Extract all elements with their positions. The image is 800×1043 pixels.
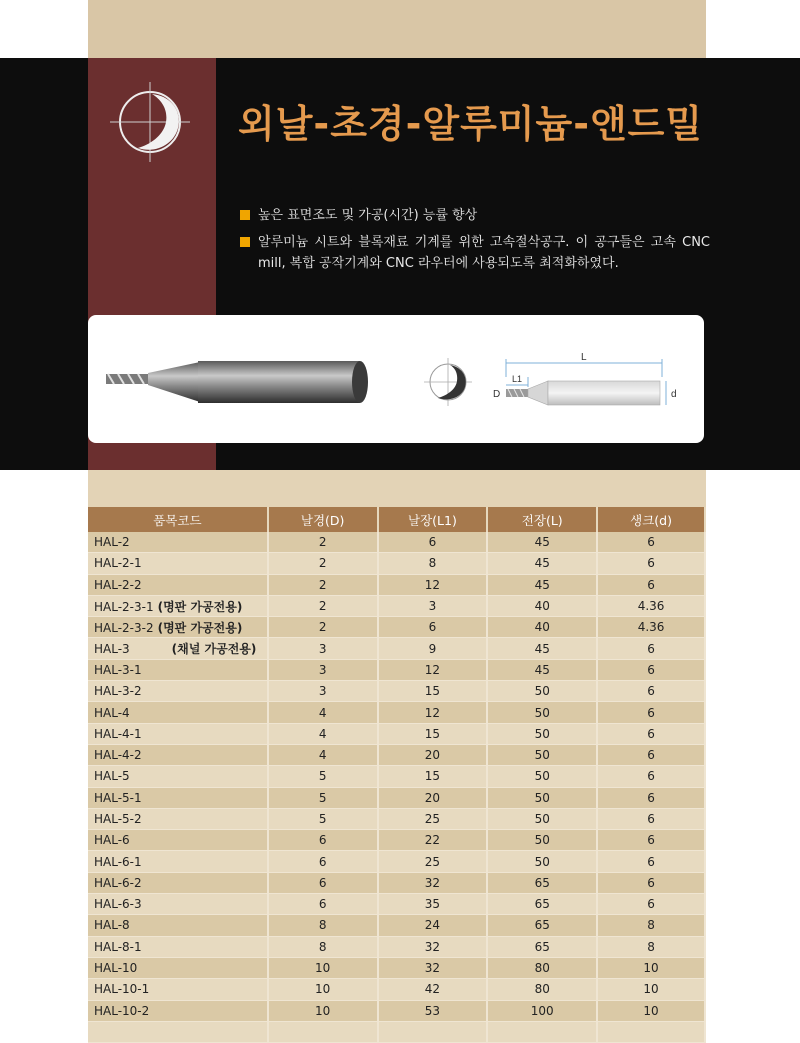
cell-code	[88, 638, 268, 659]
cell-overall-length: 50	[487, 766, 597, 787]
cell-code	[88, 617, 268, 638]
cell-flute-length: 25	[378, 851, 488, 872]
cell-shank: 8	[597, 936, 705, 957]
item-code: HAL-8	[94, 918, 130, 933]
cell-flute-length: 3	[378, 595, 488, 616]
table-row	[88, 659, 705, 680]
table-row	[88, 595, 705, 616]
item-code: HAL-4-2	[94, 748, 142, 763]
cell-shank: 6	[597, 744, 705, 765]
end-mill-profile-icon	[110, 82, 190, 162]
cell-shank: 6	[597, 532, 705, 553]
cell-code	[88, 787, 268, 808]
header-diameter: 날경(D)	[268, 507, 378, 532]
item-code: HAL-4	[94, 705, 130, 720]
table-row	[88, 915, 705, 936]
item-code: HAL-3	[94, 642, 130, 657]
item-code: HAL-2-3-1	[94, 599, 154, 614]
cell-shank: 6	[597, 659, 705, 680]
bullet-square-icon	[240, 237, 250, 247]
item-code: HAL-3-1	[94, 662, 142, 677]
table-row	[88, 1021, 705, 1042]
item-code: HAL-6-1	[94, 854, 142, 869]
cell-diameter: 10	[268, 957, 378, 978]
cell-code	[88, 659, 268, 680]
cell-diameter: 8	[268, 915, 378, 936]
cell-overall-length: 50	[487, 681, 597, 702]
item-note: (채널 가공전용)	[171, 642, 257, 657]
cell-shank: 6	[597, 638, 705, 659]
cell-flute-length: 6	[378, 532, 488, 553]
feature-text: 높은 표면조도 및 가공(시간) 능률 향상	[258, 208, 478, 223]
cell-code	[88, 936, 268, 957]
header-shank: 생크(d)	[597, 507, 705, 532]
item-code: HAL-10	[94, 961, 138, 976]
cell-overall-length: 50	[487, 830, 597, 851]
cell-diameter: 2	[268, 574, 378, 595]
cell-overall-length: 80	[487, 957, 597, 978]
item-code: HAL-5-2	[94, 812, 142, 826]
cell-code	[88, 595, 268, 616]
table-row	[88, 851, 705, 872]
cell-shank: 8	[597, 915, 705, 936]
table-row	[88, 574, 705, 595]
cell-overall-length: 45	[487, 553, 597, 574]
cell-flute-length: 25	[378, 808, 488, 829]
cell-overall-length: 65	[487, 872, 597, 893]
cell-overall-length: 50	[487, 702, 597, 723]
cell-code	[88, 681, 268, 702]
cell-flute-length: 32	[378, 872, 488, 893]
cell-shank: 6	[597, 723, 705, 744]
cell-code	[88, 1000, 268, 1021]
cell-diameter	[268, 1021, 378, 1042]
cell-shank: 10	[597, 979, 705, 1000]
table-row	[88, 1000, 705, 1021]
cell-overall-length	[487, 1021, 597, 1042]
spec-table	[88, 507, 706, 1043]
cell-overall-length: 45	[487, 574, 597, 595]
cell-code	[88, 957, 268, 978]
cell-diameter: 6	[268, 851, 378, 872]
cell-diameter: 2	[268, 553, 378, 574]
cell-flute-length: 20	[378, 744, 488, 765]
cell-code	[88, 872, 268, 893]
item-code: HAL-6-3	[94, 897, 142, 912]
cell-diameter: 2	[268, 532, 378, 553]
item-code: HAL-2-1	[94, 556, 142, 571]
table-row	[88, 830, 705, 851]
cell-code	[88, 766, 268, 787]
cell-shank: 6	[597, 808, 705, 829]
feature-text: 알루미늄 시트와 블록재료 기계를 위한 고속절삭공구. 이 공구들은 고속 CNC mill, 복합 공작기계와 CNC 라우터에 사용되도록 최적화하였다.	[258, 235, 710, 271]
product-image-panel	[88, 315, 704, 443]
cell-code	[88, 553, 268, 574]
cell-shank: 6	[597, 851, 705, 872]
cell-flute-length: 15	[378, 681, 488, 702]
cell-code	[88, 915, 268, 936]
table-row	[88, 872, 705, 893]
table-header-row	[88, 507, 705, 532]
cell-overall-length: 50	[487, 723, 597, 744]
cell-overall-length: 80	[487, 979, 597, 1000]
cell-overall-length: 50	[487, 808, 597, 829]
feature-item	[240, 205, 710, 226]
cell-flute-length: 22	[378, 830, 488, 851]
cell-flute-length: 24	[378, 915, 488, 936]
cell-diameter: 4	[268, 723, 378, 744]
item-code: HAL-10-2	[94, 1003, 150, 1018]
cell-code	[88, 979, 268, 1000]
cell-flute-length: 9	[378, 638, 488, 659]
table-row	[88, 617, 705, 638]
cell-shank: 6	[597, 553, 705, 574]
cell-shank: 6	[597, 766, 705, 787]
header-overall-length: 전장(L)	[487, 507, 597, 532]
table-row	[88, 681, 705, 702]
cell-flute-length: 53	[378, 1000, 488, 1021]
cell-flute-length: 12	[378, 702, 488, 723]
cell-diameter: 6	[268, 894, 378, 915]
cell-flute-length: 15	[378, 766, 488, 787]
cell-flute-length: 20	[378, 787, 488, 808]
table-row	[88, 723, 705, 744]
item-code: HAL-2	[94, 535, 130, 550]
cell-flute-length: 12	[378, 574, 488, 595]
cell-overall-length: 65	[487, 915, 597, 936]
table-row	[88, 894, 705, 915]
cell-overall-length: 40	[487, 617, 597, 638]
cell-overall-length: 50	[487, 851, 597, 872]
cell-code	[88, 744, 268, 765]
item-code: HAL-6-2	[94, 875, 142, 890]
cell-shank: 4.36	[597, 595, 705, 616]
product-illustration	[88, 315, 704, 443]
cell-code	[88, 702, 268, 723]
cell-flute-length: 15	[378, 723, 488, 744]
item-code: HAL-2-2	[94, 577, 142, 592]
cell-diameter: 4	[268, 744, 378, 765]
cross-section-diagram	[424, 358, 472, 406]
cell-overall-length: 65	[487, 936, 597, 957]
item-code: HAL-5-1	[94, 790, 142, 805]
cell-diameter: 10	[268, 1000, 378, 1021]
item-code: HAL-8-1	[94, 939, 142, 954]
item-note: (명판 가공전용)	[157, 599, 243, 614]
cell-overall-length: 45	[487, 659, 597, 680]
table-row	[88, 936, 705, 957]
cell-flute-length: 42	[378, 979, 488, 1000]
cell-diameter: 2	[268, 617, 378, 638]
cell-shank: 6	[597, 872, 705, 893]
cell-code	[88, 574, 268, 595]
item-note: (명판 가공전용)	[157, 620, 243, 635]
table-row	[88, 553, 705, 574]
table-row	[88, 638, 705, 659]
cell-shank: 6	[597, 574, 705, 595]
cell-code	[88, 830, 268, 851]
table-row	[88, 787, 705, 808]
item-code: HAL-10-1	[94, 982, 150, 997]
cell-diameter: 5	[268, 808, 378, 829]
cell-diameter: 5	[268, 787, 378, 808]
cell-shank: 10	[597, 957, 705, 978]
cell-code	[88, 894, 268, 915]
cell-diameter: 6	[268, 872, 378, 893]
header-flute-length: 날장(L1)	[378, 507, 488, 532]
header-code: 품목코드	[88, 507, 268, 532]
table-row	[88, 957, 705, 978]
cell-overall-length: 100	[487, 1000, 597, 1021]
cell-diameter: 3	[268, 638, 378, 659]
cell-overall-length: 45	[487, 532, 597, 553]
cell-code	[88, 723, 268, 744]
cell-flute-length: 12	[378, 659, 488, 680]
cell-shank: 6	[597, 830, 705, 851]
feature-item	[240, 232, 710, 274]
cell-diameter: 10	[268, 979, 378, 1000]
table-row	[88, 808, 705, 829]
feature-list	[240, 205, 710, 280]
cell-flute-length: 32	[378, 957, 488, 978]
cell-code	[88, 851, 268, 872]
cell-code	[88, 1021, 268, 1042]
cell-flute-length: 8	[378, 553, 488, 574]
dimension-drawing	[493, 352, 677, 405]
cell-shank: 6	[597, 702, 705, 723]
cell-diameter: 4	[268, 702, 378, 723]
cell-diameter: 8	[268, 936, 378, 957]
cell-overall-length: 50	[487, 744, 597, 765]
cell-overall-length: 65	[487, 894, 597, 915]
cell-shank: 6	[597, 894, 705, 915]
cell-code	[88, 808, 268, 829]
cell-shank: 6	[597, 681, 705, 702]
top-tan-strip	[88, 0, 706, 60]
cell-flute-length: 35	[378, 894, 488, 915]
flute-length-label: L1	[512, 374, 523, 384]
item-code: HAL-5	[94, 769, 130, 784]
cell-diameter: 2	[268, 595, 378, 616]
cell-overall-length: 40	[487, 595, 597, 616]
shank-label: d	[671, 389, 677, 400]
table-row	[88, 532, 705, 553]
cell-flute-length: 6	[378, 617, 488, 638]
item-code: HAL-6	[94, 833, 130, 848]
cell-diameter: 3	[268, 659, 378, 680]
length-label: L	[581, 352, 587, 363]
cell-code	[88, 532, 268, 553]
table-row	[88, 766, 705, 787]
cell-diameter: 5	[268, 766, 378, 787]
cell-diameter: 3	[268, 681, 378, 702]
item-code: HAL-2-3-2	[94, 620, 154, 635]
item-code: HAL-3-2	[94, 684, 142, 699]
cell-flute-length: 32	[378, 936, 488, 957]
cell-shank	[597, 1021, 705, 1042]
diameter-label: D	[493, 389, 501, 400]
table-row	[88, 702, 705, 723]
cell-shank: 10	[597, 1000, 705, 1021]
cell-shank: 4.36	[597, 617, 705, 638]
cell-diameter: 6	[268, 830, 378, 851]
bullet-square-icon	[240, 210, 250, 220]
table-row	[88, 979, 705, 1000]
page-title: 외날-초경-알루미늄-앤드밀	[238, 102, 704, 146]
cell-overall-length: 50	[487, 787, 597, 808]
cell-flute-length	[378, 1021, 488, 1042]
item-code: HAL-4-1	[94, 726, 142, 741]
table-row	[88, 744, 705, 765]
end-mill-photo	[106, 361, 368, 403]
cell-shank: 6	[597, 787, 705, 808]
cell-overall-length: 45	[487, 638, 597, 659]
